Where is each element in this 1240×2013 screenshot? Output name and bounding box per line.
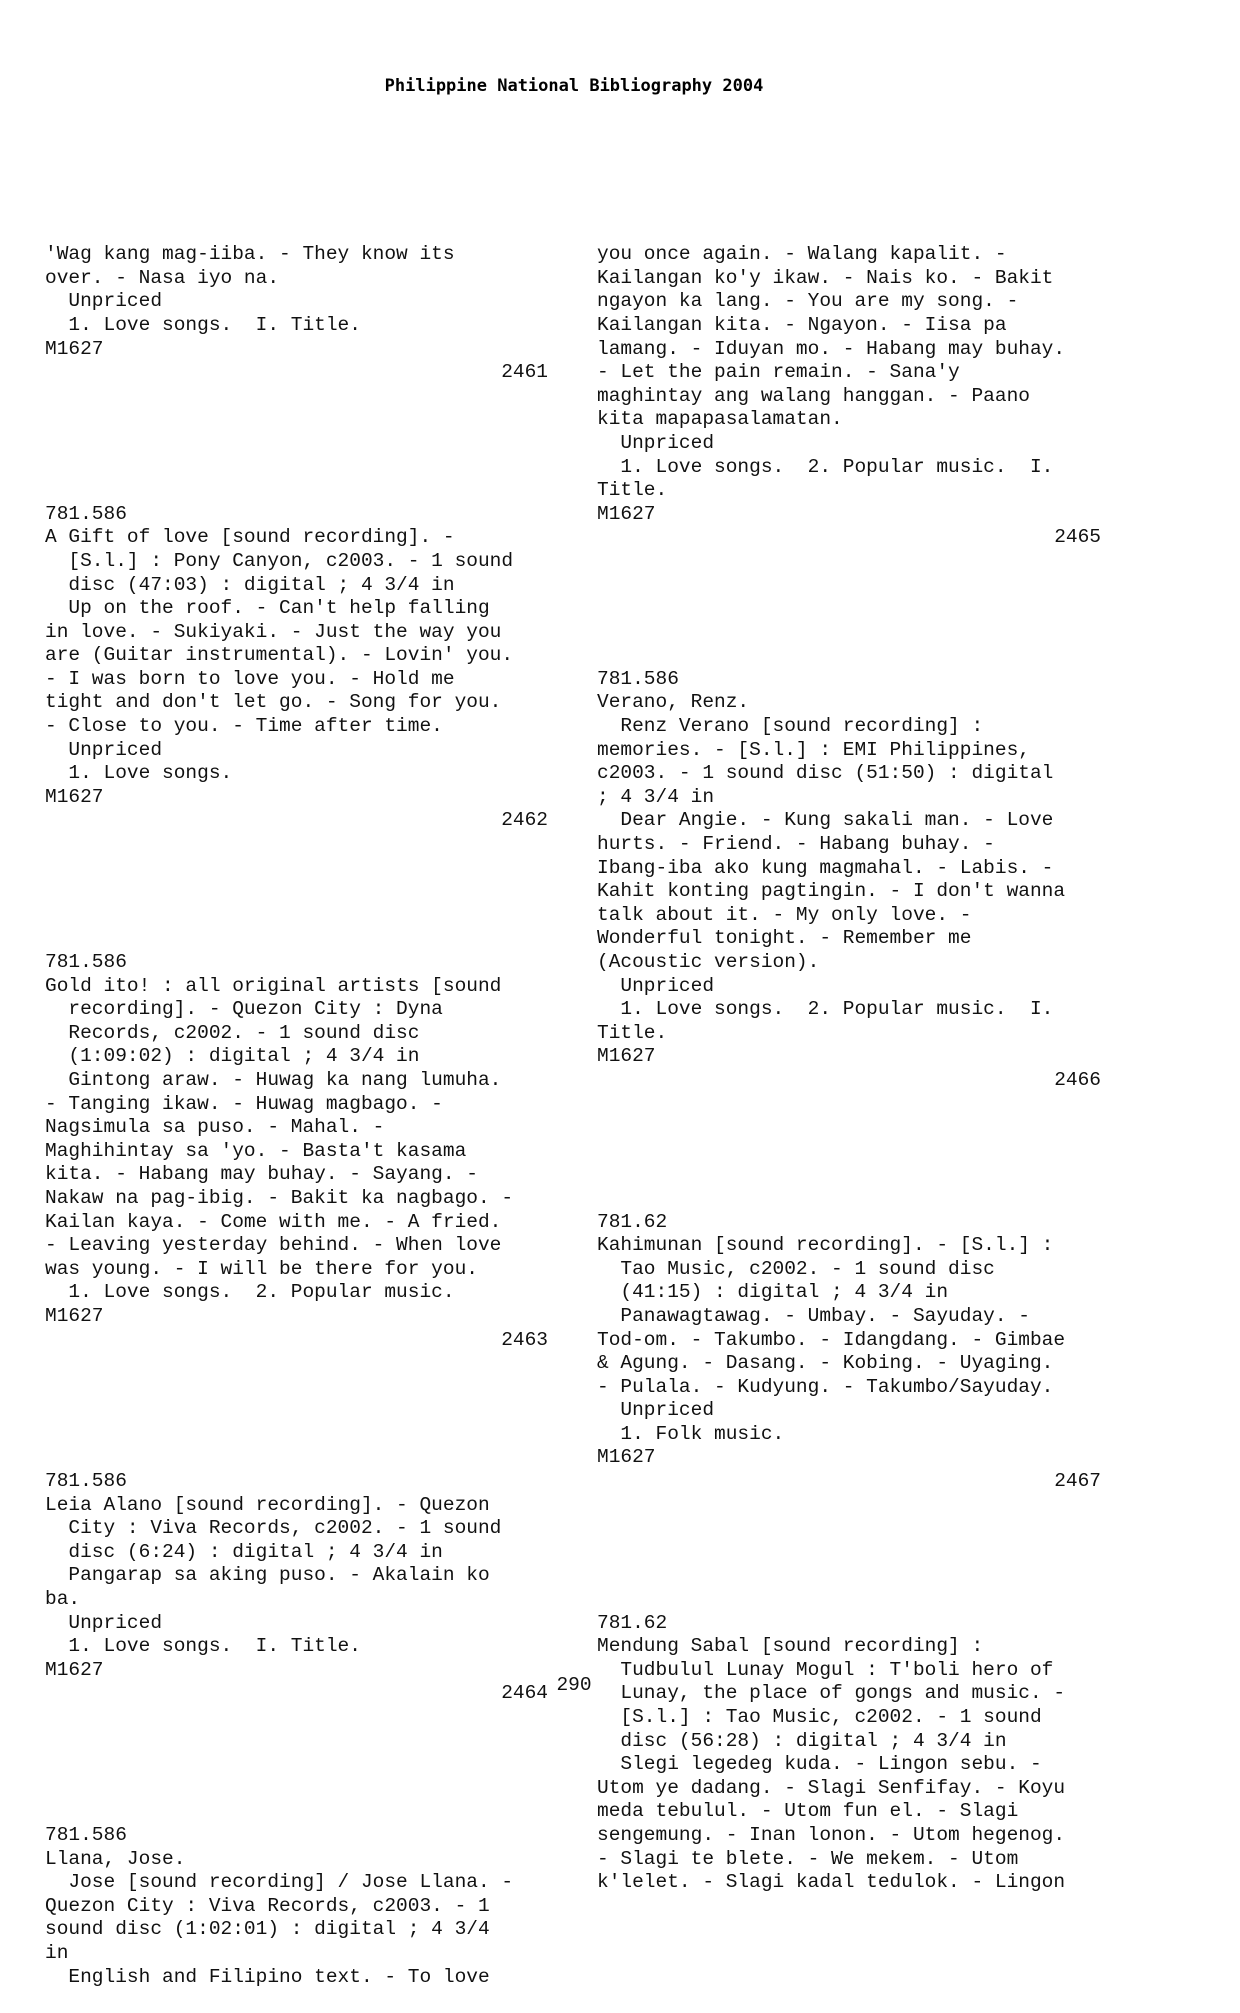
entry-line: disc (56:28) : digital ; 4 3/4 in <box>597 1729 1007 1752</box>
entry-line: 1. Love songs. <box>45 762 233 785</box>
entry-line: tight and don't let go. - Song for you. <box>45 691 502 714</box>
bibliography-entry <box>45 243 550 385</box>
entry-line: Kahimunan [sound recording]. - [S.l.] : <box>597 1234 1054 1257</box>
entry-line: Gold ito! : all original artists [sound <box>45 974 502 997</box>
entry-line: Unpriced <box>597 974 715 997</box>
entry-line: recording]. - Quezon City : Dyna <box>45 998 443 1021</box>
entry-line: A Gift of love [sound recording]. - <box>45 526 455 549</box>
entry-line: Lunay, the place of gongs and music. - <box>597 1682 1066 1705</box>
entry-line: Renz Verano [sound recording] : <box>597 715 984 738</box>
entry-line: Unpriced <box>45 1611 163 1634</box>
bibliography-entry <box>597 243 1117 550</box>
entry-line: Mendung Sabal [sound recording] : <box>597 1635 984 1658</box>
entry-line: sound disc (1:02:01) : digital ; 4 3/4 <box>45 1918 490 1941</box>
entry-line: Leia Alano [sound recording]. - Quezon <box>45 1493 490 1516</box>
entry-line: Title. <box>597 479 668 502</box>
entry-line: Panawagtawag. - Umbay. - Sayuday. - <box>597 1304 1030 1327</box>
entry-line: over. - Nasa iyo na. <box>45 266 280 289</box>
entry-line: ; 4 3/4 in <box>597 785 715 808</box>
entry-line: Unpriced <box>45 738 163 761</box>
entry-line: talk about it. - My only love. - <box>597 903 972 926</box>
bibliography-entry <box>597 668 1117 1093</box>
entry-line: (1:09:02) : digital ; 4 3/4 in <box>45 1045 420 1068</box>
entry-line: (41:15) : digital ; 4 3/4 in <box>597 1281 949 1304</box>
entry-line: meda tebulul. - Utom fun el. - Slagi <box>597 1800 1019 1823</box>
entry-line: M1627 <box>597 502 656 525</box>
page-title: Philippine National Bibliography 2004 <box>384 76 764 96</box>
entry-line: M1627 <box>597 1045 656 1068</box>
bibliography-entry <box>45 1824 550 1989</box>
entry-line: c2003. - 1 sound disc (51:50) : digital <box>597 762 1054 785</box>
entry-line: disc (47:03) : digital ; 4 3/4 in <box>45 573 455 596</box>
entry-line: lamang. - Iduyan mo. - Habang may buhay. <box>597 337 1066 360</box>
entry-line: Dear Angie. - Kung sakali man. - Love <box>597 809 1054 832</box>
entry-line: was young. - I will be there for you. <box>45 1257 478 1280</box>
entry-line: Title. <box>597 1021 668 1044</box>
bibliography-entry <box>45 1470 550 1706</box>
entry-line: M1627 <box>45 785 104 808</box>
entry-line: are (Guitar instrumental). - Lovin' you. <box>45 644 514 667</box>
entry-line: 781.586 <box>45 951 127 973</box>
entry-line: & Agung. - Dasang. - Kobing. - Uyaging. <box>597 1352 1054 1375</box>
bibliography-entry <box>597 1612 1117 1895</box>
bibliography-entry <box>45 503 550 833</box>
entry-line: Kahit konting pagtingin. - I don't wanna <box>597 880 1066 903</box>
entry-number: 2461 <box>501 361 548 384</box>
entry-line: M1627 <box>45 1304 104 1327</box>
entry-line: kita mapapasalamatan. <box>597 408 843 431</box>
entry-line: Maghihintay sa 'yo. - Basta't kasama <box>45 1139 467 1162</box>
entry-line: 1. Love songs. 2. Popular music. <box>45 1281 455 1304</box>
entry-line: - Let the pain remain. - Sana'y <box>597 361 960 384</box>
entry-line: 1. Love songs. I. Title. <box>45 313 361 336</box>
entry-line: City : Viva Records, c2002. - 1 sound <box>45 1517 502 1540</box>
entry-number: 2462 <box>501 809 548 832</box>
entry-line: Ibang-iba ako kung magmahal. - Labis. - <box>597 856 1054 879</box>
entry-line: 781.586 <box>45 1470 127 1493</box>
entry-line: hurts. - Friend. - Habang buhay. - <box>597 833 995 856</box>
entry-line: in <box>45 1941 69 1964</box>
entry-line: M1627 <box>45 1658 104 1681</box>
entry-line: - Close to you. - Time after time. <box>45 715 443 738</box>
page-number: 290 <box>556 1674 592 1696</box>
entry-line: Up on the roof. - Can't help falling <box>45 597 490 620</box>
entry-line: - I was born to love you. - Hold me <box>45 667 455 690</box>
entry-line: Utom ye dadang. - Slagi Senfifay. - Koyu <box>597 1776 1066 1799</box>
entry-line: 781.586 <box>45 502 127 525</box>
left-column <box>45 196 550 2013</box>
entry-line: - Leaving yesterday behind. - When love <box>45 1234 502 1257</box>
entry-line: (Acoustic version). <box>597 951 820 973</box>
entry-line: Llana, Jose. <box>45 1847 186 1870</box>
bibliography-entry <box>45 951 550 1352</box>
entry-line: Quezon City : Viva Records, c2003. - 1 <box>45 1894 490 1917</box>
entry-line: k'lelet. - Slagi kadal tedulok. - Lingon <box>597 1871 1066 1894</box>
entry-number: 2466 <box>1054 1068 1101 1091</box>
entry-line: Nakaw na pag-ibig. - Bakit ka nagbago. - <box>45 1186 514 1209</box>
entry-line: Unpriced <box>45 290 163 313</box>
entry-line: in love. - Sukiyaki. - Just the way you <box>45 620 502 643</box>
entry-line: - Slagi te blete. - We mekem. - Utom <box>597 1847 1019 1870</box>
entry-line: [S.l.] : Tao Music, c2002. - 1 sound <box>597 1706 1042 1728</box>
entry-line: Tao Music, c2002. - 1 sound disc <box>597 1257 995 1280</box>
entry-line: Verano, Renz. <box>597 691 750 714</box>
entry-line: 1. Love songs. 2. Popular music. I. <box>597 455 1054 478</box>
entry-line: 1. Love songs. 2. Popular music. I. <box>597 998 1054 1021</box>
right-column <box>597 196 1117 1918</box>
entry-line: [S.l.] : Pony Canyon, c2003. - 1 sound <box>45 549 514 572</box>
entry-line: 1. Love songs. I. Title. <box>45 1635 361 1658</box>
entry-line: Unpriced <box>597 431 715 454</box>
entry-line: you once again. - Walang kapalit. - <box>597 243 1007 266</box>
entry-line: Gintong araw. - Huwag ka nang lumuha. <box>45 1068 502 1091</box>
entry-number: 2467 <box>1054 1470 1101 1493</box>
entry-number: 2465 <box>1054 526 1101 549</box>
entry-line: ngayon ka lang. - You are my song. - <box>597 290 1019 313</box>
entry-line: 1. Folk music. <box>597 1422 785 1445</box>
entry-line: 781.586 <box>597 667 679 690</box>
entry-line: M1627 <box>597 1446 656 1469</box>
entry-line: ba. <box>45 1588 81 1611</box>
entry-line: Slegi legedeg kuda. - Lingon sebu. - <box>597 1753 1042 1776</box>
bibliography-entry <box>597 1211 1117 1494</box>
entry-line: M1627 <box>45 337 104 360</box>
entry-line: Kailangan kita. - Ngayon. - Iisa pa <box>597 313 1007 336</box>
entry-line: - Tanging ikaw. - Huwag magbago. - <box>45 1092 443 1115</box>
entry-line: Nagsimula sa puso. - Mahal. - <box>45 1116 385 1139</box>
entry-line: sengemung. - Inan lonon. - Utom hegenog. <box>597 1823 1066 1846</box>
entry-line: Kailan kaya. - Come with me. - A fried. <box>45 1210 502 1233</box>
entry-line: - Pulala. - Kudyung. - Takumbo/Sayuday. <box>597 1375 1054 1398</box>
entry-number: 2463 <box>501 1328 548 1351</box>
entry-line: disc (6:24) : digital ; 4 3/4 in <box>45 1540 443 1563</box>
entry-line: Tod-om. - Takumbo. - Idangdang. - Gimbae <box>597 1328 1066 1351</box>
entry-line: memories. - [S.l.] : EMI Philippines, <box>597 738 1030 761</box>
entry-line: Unpriced <box>597 1399 715 1422</box>
entry-line: Tudbulul Lunay Mogul : T'boli hero of <box>597 1658 1054 1681</box>
entry-line: English and Filipino text. - To love <box>45 1965 490 1988</box>
entry-line: Wonderful tonight. - Remember me <box>597 927 972 950</box>
entry-line: 781.586 <box>45 1823 127 1846</box>
entry-line: Pangarap sa aking puso. - Akalain ko <box>45 1564 490 1587</box>
entry-number: 2464 <box>501 1682 548 1705</box>
entry-line: Jose [sound recording] / Jose Llana. - <box>45 1871 514 1894</box>
entry-line: maghintay ang walang hanggan. - Paano <box>597 384 1030 407</box>
entry-line: 781.62 <box>597 1210 668 1233</box>
entry-line: 'Wag kang mag-iiba. - They know its <box>45 243 455 266</box>
entry-line: kita. - Habang may buhay. - Sayang. - <box>45 1163 478 1186</box>
entry-line: Records, c2002. - 1 sound disc <box>45 1021 420 1044</box>
entry-line: 781.62 <box>597 1611 668 1634</box>
entry-line: Kailangan ko'y ikaw. - Nais ko. - Bakit <box>597 266 1054 289</box>
